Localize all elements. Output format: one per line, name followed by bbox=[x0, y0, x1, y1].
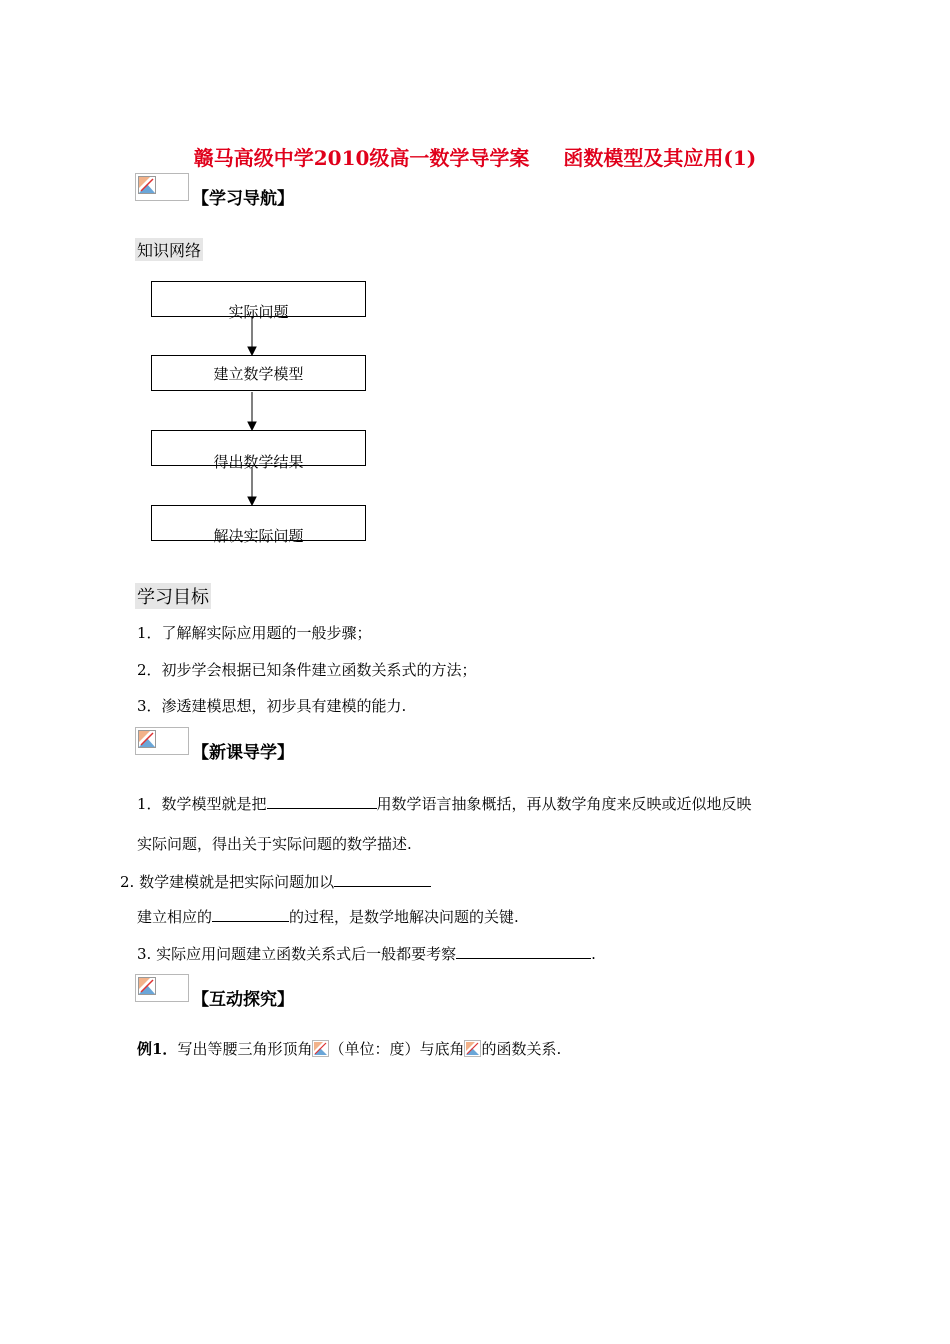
question-1-line-1: 1．数学模型就是把 用数学语言抽象概括，再从数学角度来反映或近似地反映 bbox=[137, 795, 752, 813]
knowledge-network-label: 知识网络 bbox=[135, 238, 203, 261]
goal-item-1: 1．了解解实际应用题的一般步骤； bbox=[137, 624, 372, 642]
goal-item-2: 2．初步学会根据已知条件建立函数关系式的方法； bbox=[137, 661, 477, 679]
title-part2: 函数模型及其应用(1) bbox=[563, 146, 757, 170]
question-2-line-2: 建立相应的 的过程，是数学地解决问题的关键. bbox=[137, 908, 519, 926]
question-2-line-1: 2. 数学建模就是把实际问题加以 bbox=[120, 871, 431, 892]
example-1-label: 例1． bbox=[137, 1040, 178, 1058]
formula-image-icon bbox=[312, 1040, 329, 1057]
image-placeholder-icon bbox=[135, 727, 189, 755]
answer-blank-2[interactable] bbox=[334, 872, 431, 887]
answer-blank-4[interactable] bbox=[456, 944, 591, 959]
section-heading-nav: 【学习导航】 bbox=[192, 189, 294, 209]
flow-box-1: 实际问题 bbox=[151, 281, 366, 317]
answer-blank-3[interactable] bbox=[212, 907, 289, 922]
flow-box-4: 解决实际问题 bbox=[151, 505, 366, 541]
goal-item-3: 3．渗透建模思想，初步具有建模的能力. bbox=[137, 697, 407, 715]
section-heading-new: 【新课导学】 bbox=[192, 743, 294, 763]
section-heading-interact: 【互动探究】 bbox=[192, 990, 294, 1010]
flow-arrows bbox=[0, 0, 950, 600]
goals-label: 学习目标 bbox=[135, 583, 211, 609]
example-1: 例1．写出等腰三角形顶角 （单位：度）与底角 的函数关系. bbox=[137, 1040, 562, 1058]
question-1-line-2: 实际问题，得出关于实际问题的数学描述. bbox=[137, 835, 412, 853]
answer-blank-1[interactable] bbox=[267, 794, 377, 809]
question-3: 3. 实际应用问题建立函数关系式后一般都要考察 . bbox=[137, 945, 596, 963]
formula-image-icon bbox=[464, 1040, 481, 1057]
title-part1: 赣马高级中学2010级高一数学导学案 bbox=[193, 146, 530, 170]
image-placeholder-icon bbox=[135, 974, 189, 1002]
flow-box-3: 得出数学结果 bbox=[151, 430, 366, 466]
flow-box-2: 建立数学模型 bbox=[151, 355, 366, 391]
